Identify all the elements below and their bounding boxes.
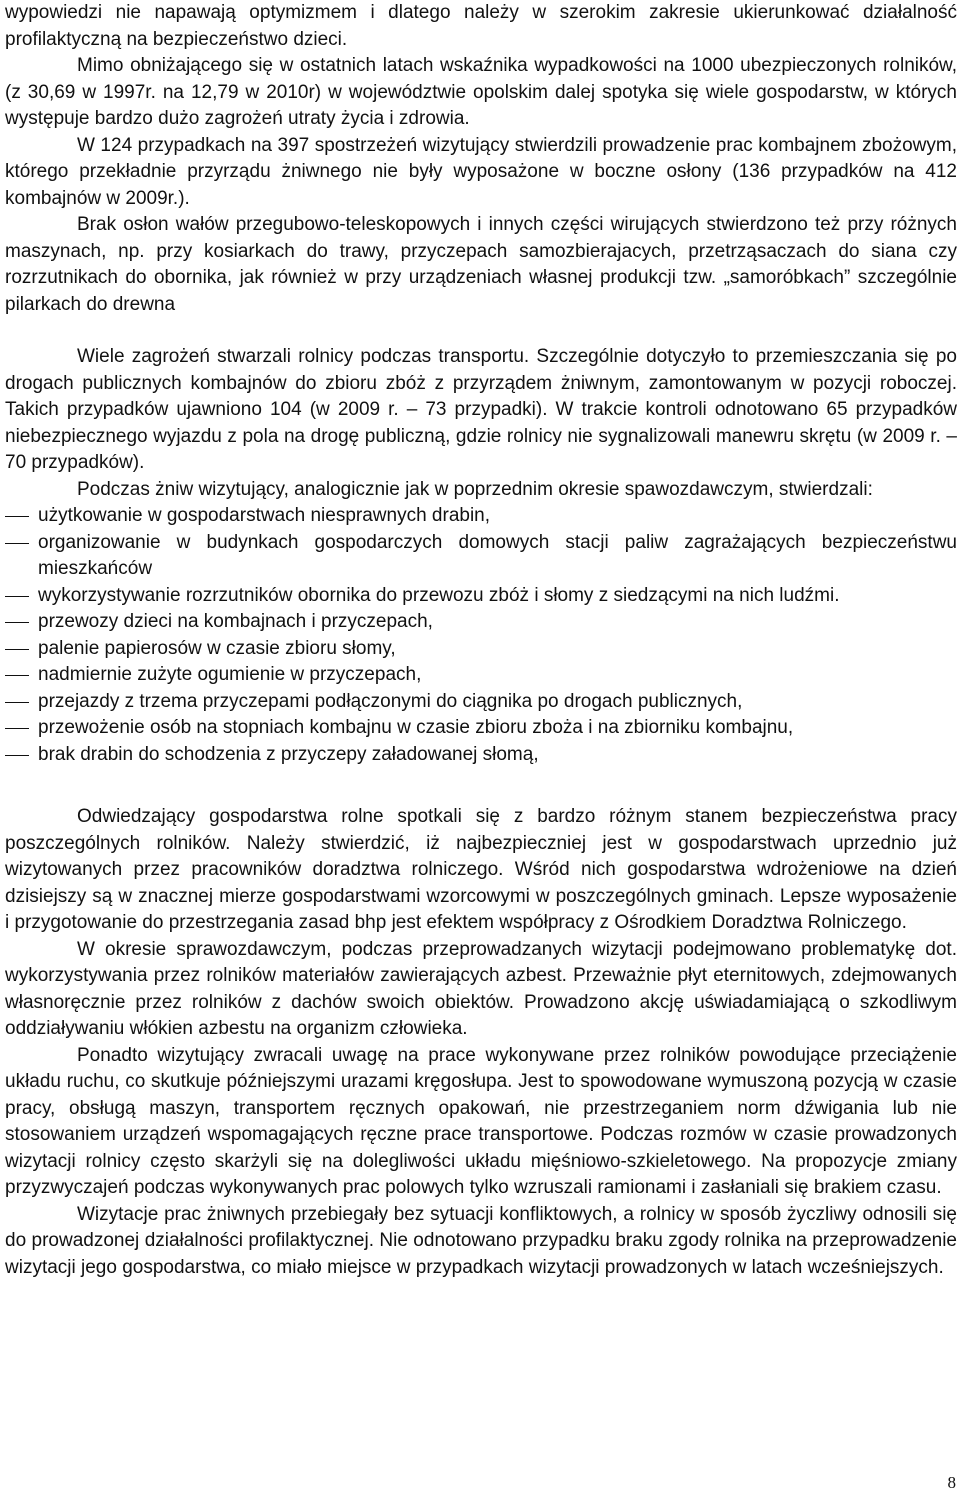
paragraph-harvest-findings-intro: Podczas żniw wizytujący, analogicznie jak w poprzednim okresie spawozdawczym, stwierdzali: bbox=[77, 478, 873, 500]
list-item: użytkowanie w gospodarstwach niesprawnych drabin, bbox=[5, 503, 957, 530]
paragraph-harvest-visits: Wizytacje prac żniwnych przebiegały bez sytuacji konfliktowych, a rolnicy w sposób życzliwy odnosili się do prowadzonej działalności profilaktycznej. Nie odnotowano przypadku braku zgody rolnika na przeprowadzenie wizytacji jego gospodarstwa, co miało miejsce w przypadkach wizytacji prowadzonych w latach wcześniejszych. bbox=[5, 1203, 957, 1278]
dash-bullet-icon bbox=[5, 622, 29, 623]
list-item: przewozy dzieci na kombajnach i przyczepach, bbox=[5, 609, 957, 636]
list-item: palenie papierosów w czasie zbioru słomy, bbox=[5, 636, 957, 663]
list-item: wykorzystywanie rozrzutników obornika do przewozu zbóż i słomy z siedzącymi na nich ludźmi. bbox=[5, 583, 957, 610]
list-item: przewożenie osób na stopniach kombajnu w czasie zbioru zboża i na zbiorniku kombajnu, bbox=[5, 715, 957, 742]
paragraph-safety-state: Odwiedzający gospodarstwa rolne spotkali się z bardzo różnym stanem bezpieczeństwa pracy poszczególnych rolników. Należy stwierdzić, iż najbezpieczniej jest w gospodarstwach uprzednio już wizytowanych przez pracowników doradztwa rolniczego. Wśród nich gospodarstwa wdrożeniowe na dzień dzisiejszy są w znacznej mierze gospodarstwami wzorcowymi w poszczególnych gminach. Lepsze wyposażenie i przygotowanie do przestrzegania zasad bhp jest efektem współpracy z Ośrodkiem Doradztwa Rolniczego. bbox=[5, 806, 957, 933]
list-item: przejazdy z trzema przyczepami podłączonymi do ciągnika po drogach publicznych, bbox=[5, 689, 957, 716]
page-number: 8 bbox=[947, 1473, 956, 1492]
dash-bullet-icon bbox=[5, 543, 29, 544]
paragraph-shaft-guards: Brak osłon wałów przegubowo-teleskopowych i innych części wirujących stwierdzono też przy różnych maszynach, np. przy kosiarkach do trawy, przyczepach samozbierajacych, przetrząsaczach do siana czy rozrzutnikach do obornika, jak również w przy urządzeniach własnej produkcji tzw. „samoróbkach” szczególnie pilarkach do drewna bbox=[5, 214, 957, 315]
dash-bullet-icon bbox=[5, 702, 29, 703]
paragraph-transport-hazards: Wiele zagrożeń stwarzali rolnicy podczas transportu. Szczególnie dotyczyło to przemieszczania się po drogach publicznych kombajnów do zbioru zbóż z przyrządem żniwnym, zamontowanym w pozycji roboczej. Takich przypadków ujawniono 104 (w 2009 r. – 73 przypadki). W trakcie kontroli odnotowano 65 przypadków niebezpiecznego wyjazdu z pola na drogę publiczną, gdzie rolnicy nie sygnalizowali manewru skrętu (w 2009 r. – 70 przypadków). bbox=[5, 346, 957, 473]
list-item: organizowanie w budynkach gospodarczych domowych stacji paliw zagrażających bezpieczeństwu mieszkańców bbox=[5, 530, 957, 583]
list-item: nadmiernie zużyte ogumienie w przyczepach, bbox=[5, 662, 957, 689]
paragraph-asbestos: W okresie sprawozdawczym, podczas przeprowadzanych wizytacji podejmowano problematykę dot. wykorzystywania przez rolników materiałów zawierających azbest. Przeważnie płyt eternitowych, zdejmowanych własnoręcznie przez rolników z dachów swoich obiektów. Prowadzono akcję uświadamiającą o szkodliwym oddziaływaniu włókien azbestu na organizm człowieka. bbox=[5, 938, 957, 1039]
list-item: brak drabin do schodzenia z przyczepy załadowanej słomą, bbox=[5, 742, 957, 769]
paragraph-musculoskeletal: Ponadto wizytujący zwracali uwagę na prace wykonywane przez rolników powodujące przeciążenie układu ruchu, co skutkuje późniejszymi urazami kręgosłupa. Jest to spowodowane wymuszoną pozycją w czasie pracy, obsługą maszyn, transportem ręcznych opakowań, nie przestrzeganiem norm dźwigania lub nie stosowaniem urządzeń wspomagających ręczne prace transportowe. Podczas rozmów w czasie prowadzonych wizytacji rolnicy często skarżyli się na dolegliwości układu mięśniowo-szkieletowego. Na propozycje zmiany przyzwyczajeń podczas wykonywanych prac polowych tylko wzruszali ramionami i zasłaniali się brakiem czasu. bbox=[5, 1044, 957, 1198]
dash-bullet-icon bbox=[5, 728, 29, 729]
dash-bullet-icon bbox=[5, 675, 29, 676]
paragraph-intro-continuation: wypowiedzi nie napawają optymizmem i dlatego należy w szerokim zakresie ukierunkować działalność profilaktyczną na bezpieczeństwo dzieci. bbox=[5, 2, 957, 50]
paragraph-accident-rate: Mimo obniżającego się w ostatnich latach wskaźnika wypadkowości na 1000 ubezpieczonych rolników, (z 30,69 w 1997r. na 12,79 w 2010r) w województwie opolskim dalej spotyka się wiele gospodarstw, w których występuje bardzo dużo zagrożeń utraty życia i zdrowia. bbox=[5, 55, 957, 129]
dash-bullet-icon bbox=[5, 649, 29, 650]
dash-bullet-icon bbox=[5, 596, 29, 597]
dash-bullet-icon bbox=[5, 755, 29, 756]
hazards-list bbox=[5, 503, 957, 768]
paragraph-combine-guards: W 124 przypadkach na 397 spostrzeżeń wizytujący stwierdzili prowadzenie prac kombajnem zbożowym, którego przekładnie przyrządu żniwnego nie były wyposażone w boczne osłony (136 przypadków na 412 kombajnów w 2009r.). bbox=[5, 134, 957, 209]
document-page bbox=[5, 0, 957, 1281]
dash-bullet-icon bbox=[5, 516, 29, 517]
